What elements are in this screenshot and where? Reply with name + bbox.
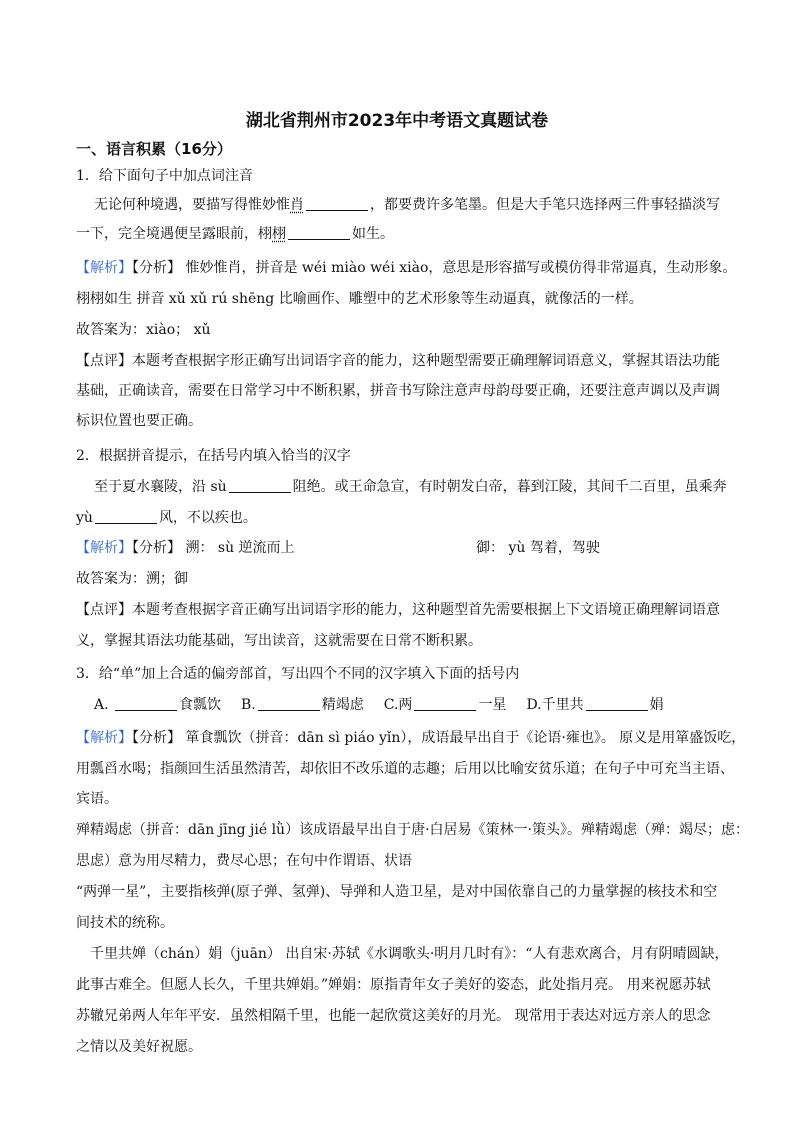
q1-passage-line-2: 一下，完全境遇便呈露眼前，栩栩 如生。 [76,226,394,242]
analysis-tag: 【解析】 [76,540,132,556]
q2-answer-blank-1[interactable] [229,478,291,493]
q3-option-c: C.两 一星 [383,697,507,713]
q3-option-d: D.千里共 娟 [526,697,664,713]
q3-blank-a[interactable] [115,696,177,711]
q3-analysis-line: “两弹一星”，主要指核弹(原子弹、氢弹)、导弹和人造卫星，是对中国依靠自己的力量掌握的核技术和空 [76,884,718,900]
q3-stem: 3．给“单”加上合适的偏旁部首，写出四个不同的汉字填入下面的括号内 [76,666,520,682]
q1-comment-3: 标识位置也要正确。 [76,413,202,429]
q3-analysis-line: 宾语。 [76,791,118,807]
q2-answer-blank-2[interactable] [95,509,157,524]
q3-blank-d[interactable] [586,696,648,711]
q3-blank-c[interactable] [414,696,476,711]
q2-comment-1: 【点评】本题考查根据字音正确写出词语字形的能力，这种题型首先需要根据上下文语境正确理解词语意 [76,602,720,618]
q1-analysis: 【解析】【分析】 惟妙惟肖，拼音是 wéi miào wéi xiào，意思是形容描写或模仿得非常逼真，生动形象。 [76,260,737,276]
q1-analysis-2: 栩栩如生 拼音 xǔ xǔ rú shēng 比喻画作、雕塑中的艺术形象等生动逼真，就像活的一样。 [76,291,643,307]
q3-analysis-line: 千里共婵（chán）娟（juān） 出自宋·苏轼《水调歌头·明月几时有》：“人有悲欢离合，月有阴晴圆缺， [90,946,729,962]
q1-comment-2: 基础，正确读音，需要在日常学习中不断积累，拼音书写除注意声母韵母要正确，还要注意声调以及声调 [76,383,720,399]
q2-analysis-2: 御： yù 驾着，驾驶 [476,540,600,556]
q2-comment-2: 义，掌握其语法功能基础，写出读音，这就需要在日常不断积累。 [76,633,482,649]
q3-analysis-line: 苏辙兄弟两人年年平安．虽然相隔千里，也能一起欣赏这美好的月光。 现常用于表达对远方亲人的思念 [76,1008,711,1024]
analysis-tag: 【解析】 [76,730,132,746]
q3-analysis-line: 之情以及美好祝愿。 [76,1039,202,1055]
q2-passage-line-2: yù 风，不以疾也。 [76,510,257,526]
q3-option-a: A. 食瓢饮 [94,697,222,713]
q1-stem: 1．给下面句子中加点词注音 [76,168,253,184]
q1-answer: 故答案为：xiào； xǔ [76,322,211,338]
q3-analysis-line: 用瓢舀水喝；指颜回生活虽然清苦，却依旧不改乐道的志趣；后用以比喻安贫乐道；在句子中可充当主语、 [76,761,734,777]
q1-comment-1: 【点评】本题考查根据字形正确写出词语字音的能力，这种题型需要正确理解词语意义，掌握其语法功能 [76,353,720,369]
q1-dotted-char: 栩 [272,226,286,242]
q2-passage-line-1: 至于夏水襄陵，沿 sù 阻绝。或王命急宣，有时朝发白帝，暮到江陵，其间千二百里，虽乘奔 [94,479,727,495]
q3-analysis-line: 间技术的统称。 [76,915,174,931]
q3-analysis: 【解析】【分析】 箪食瓢饮（拼音：dān sì piáo yǐn），成语最早出自于《论语·雍也》。 原义是用箪盛饭吃， [76,730,746,746]
q1-answer-blank-1[interactable] [306,196,368,211]
q3-analysis-line: 思虑）意为用尽精力，费尽心思；在句中作谓语、状语 [76,853,412,869]
q3-analysis-line: 殚精竭虑（拼音：dān jīng jié lǜ）该成语最早出自于唐·白居易《策林一·策头》。殚精竭虑（殚：竭尽；虑： [76,822,749,838]
q2-analysis: 【解析】【分析】 溯： sù 逆流而上 [76,540,295,556]
q1-answer-blank-2[interactable] [288,225,350,240]
q1-dotted-char: 肖 [290,197,304,213]
q1-passage-line-1: 无论何种境遇，要描写得惟妙惟肖 ，都要费许多笔墨。但是大手笔只选择两三件事轻描淡写 [94,197,720,213]
section-heading: 一、语言积累（16分） [76,140,232,158]
q3-analysis-line: 此事古难全。但愿人长久，千里共婵娟。”婵娟：原指青年女子美好的姿态，此处指月亮。 用来祝愿苏轼 [76,977,711,993]
q3-option-b: B. 精竭虑 [241,697,364,713]
q3-options [94,695,774,715]
q3-blank-b[interactable] [258,696,320,711]
q2-stem: 2．根据拼音提示，在括号内填入恰当的汉字 [76,448,351,464]
q2-answer: 故答案为：溯；御 [76,571,188,587]
analysis-tag: 【解析】 [76,260,132,276]
page-title: 湖北省荆州市2023年中考语文真题试卷 [245,111,549,131]
